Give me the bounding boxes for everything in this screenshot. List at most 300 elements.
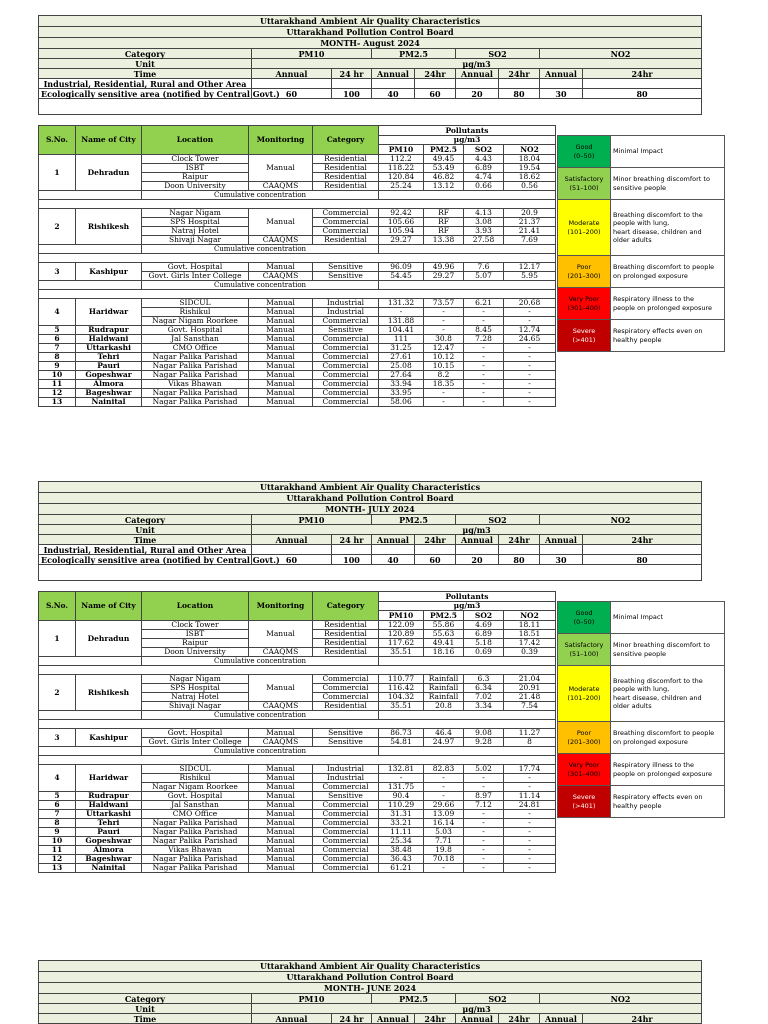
legend-row (558, 256, 725, 288)
monitoring-cell: Manual (249, 209, 313, 236)
category-cell: Commercial (313, 389, 379, 398)
time-value: Annual (540, 1014, 583, 1024)
pm10-value: 122.09 (379, 621, 424, 630)
city-cell: Haldwani (76, 801, 142, 810)
table-row (39, 621, 556, 630)
empty-cell (379, 711, 556, 720)
pollutant-header: PM2.5 (372, 994, 456, 1004)
limit-value: 100 (332, 89, 372, 99)
so2-value: 5.18 (464, 639, 504, 648)
no2-value: 18.51 (504, 630, 556, 639)
monitoring-cell: Manual (249, 353, 313, 362)
pm10-value: 104.41 (379, 326, 424, 335)
no2-value: 17.42 (504, 639, 556, 648)
city-cell: Almora (76, 846, 142, 855)
category-cell: Commercial (313, 371, 379, 380)
location-cell: SIDCUL (142, 765, 249, 774)
pm10-value: 58.06 (379, 398, 424, 407)
pm25-value: 49.41 (424, 639, 464, 648)
pm10-value: 38.48 (379, 846, 424, 855)
city-cell: Kashipur (76, 729, 142, 747)
so2-value: - (464, 783, 504, 792)
spacer-row (39, 254, 556, 263)
location-header: Location (142, 126, 249, 155)
so2-value: 3.93 (464, 227, 504, 236)
legend-row (558, 602, 725, 634)
location-cell: Nagar Palika Parishad (142, 837, 249, 846)
category-cell: Sensitive (313, 272, 379, 281)
legend-row (558, 786, 725, 818)
pm25-value: 46.82 (424, 173, 464, 182)
limit-value (252, 545, 332, 555)
aqi-level-swatch: Satisfactory (51–100) (558, 168, 611, 200)
no2-value: 8 (504, 738, 556, 747)
limit-value: 60 (252, 555, 332, 565)
limit-value: 20 (456, 89, 499, 99)
no2-value: 5.95 (504, 272, 556, 281)
limit-value (372, 545, 415, 555)
pm10-value: 35.51 (379, 648, 424, 657)
pollutants-header: Pollutants (379, 126, 556, 136)
so2-value: - (464, 864, 504, 873)
city-cell: Uttarkashi (76, 810, 142, 819)
no2-value: 24.81 (504, 801, 556, 810)
so2-value: 7.6 (464, 263, 504, 272)
so2-value: 3.08 (464, 218, 504, 227)
health-effect-text: Breathing discomfort to people on prolonged exposure (611, 722, 725, 754)
limit-value (415, 545, 456, 555)
pm10-value: 105.94 (379, 227, 424, 236)
blank-row (39, 565, 702, 581)
so2-value: 7.12 (464, 801, 504, 810)
time-value: 24 hr (332, 1014, 372, 1024)
time-value: 24hr (415, 535, 456, 545)
cumulative-row (39, 747, 556, 756)
so2-value: 0.66 (464, 182, 504, 191)
no2-value: - (504, 317, 556, 326)
category-cell: Residential (313, 164, 379, 173)
pollutant-header: NO2 (540, 49, 702, 59)
location-cell: Govt. Hospital (142, 729, 249, 738)
no2-value: 20.68 (504, 299, 556, 308)
category-cell: Residential (313, 639, 379, 648)
pm25-value: 12.47 (424, 344, 464, 353)
pm10-value: 61.21 (379, 864, 424, 873)
sno-cell: 5 (39, 792, 76, 801)
health-effect-text: Minor breathing discomfort to sensitive people (611, 634, 725, 666)
table-row (39, 729, 556, 738)
time-value: Annual (456, 535, 499, 545)
monitoring-cell: Manual (249, 344, 313, 353)
station-data-table (38, 591, 556, 873)
monitoring-cell: Manual (249, 792, 313, 801)
report-title: Uttarakhand Ambient Air Quality Characteristics (39, 961, 702, 972)
pm10-value: 25.08 (379, 362, 424, 371)
pollutant-header: SO2 (456, 49, 540, 59)
pollutant-header: SO2 (456, 994, 540, 1004)
location-cell: Vikas Bhawan (142, 380, 249, 389)
so2-value: - (464, 810, 504, 819)
category-cell: Commercial (313, 864, 379, 873)
table-row (39, 380, 556, 389)
city-cell: Tehri (76, 819, 142, 828)
limit-value: 30 (540, 89, 583, 99)
legend-row (558, 136, 725, 168)
location-cell: Nagar Nigam Roorkee (142, 317, 249, 326)
cumulative-row (39, 191, 556, 200)
monitoring-cell: Manual (249, 819, 313, 828)
time-label: Time (39, 1014, 252, 1024)
pm10-value: 105.66 (379, 218, 424, 227)
pm25-value: 30.8 (424, 335, 464, 344)
limit-value (332, 79, 372, 89)
monitoring-cell: Manual (249, 837, 313, 846)
pm10-value: 104.32 (379, 693, 424, 702)
empty-cell (39, 711, 142, 720)
pm10-value: 33.95 (379, 389, 424, 398)
so2-value: 6.3 (464, 675, 504, 684)
city-cell: Haridwar (76, 765, 142, 792)
legend-row (558, 288, 725, 320)
cumulative-label: Cumulative concentration (142, 245, 379, 254)
table-row (39, 353, 556, 362)
no2-value: - (504, 837, 556, 846)
sno-cell: 11 (39, 380, 76, 389)
pm10-value: 27.61 (379, 353, 424, 362)
pm25-value: 29.27 (424, 272, 464, 281)
location-cell: Nagar Palika Parishad (142, 819, 249, 828)
time-label: Time (39, 535, 252, 545)
pm25-value: - (424, 864, 464, 873)
so2-value: 6.34 (464, 684, 504, 693)
location-cell: Govt. Hospital (142, 792, 249, 801)
category-cell: Sensitive (313, 263, 379, 272)
city-cell: Pauri (76, 362, 142, 371)
category-cell: Sensitive (313, 729, 379, 738)
pm25-value: - (424, 783, 464, 792)
location-cell: CMO Office (142, 344, 249, 353)
city-cell: Bageshwar (76, 855, 142, 864)
pm10-value: 120.84 (379, 173, 424, 182)
standards-table (38, 481, 702, 581)
time-value: 24hr (499, 535, 540, 545)
so2-header: SO2 (464, 145, 504, 155)
aqi-level-swatch: Good (0–50) (558, 602, 611, 634)
limit-value (456, 79, 499, 89)
location-cell: Shivaji Nagar (142, 236, 249, 245)
monitoring-cell: Manual (249, 855, 313, 864)
category-cell: Commercial (313, 810, 379, 819)
time-value: Annual (252, 69, 332, 79)
pm25-value: 29.66 (424, 801, 464, 810)
pm10-value: 33.94 (379, 380, 424, 389)
sno-cell: 3 (39, 263, 76, 281)
limit-value: 60 (252, 89, 332, 99)
health-effect-text: Respiratory effects even on healthy people (611, 786, 725, 818)
pm10-value: 110.77 (379, 675, 424, 684)
limit-value (540, 545, 583, 555)
spacer-cell (39, 254, 556, 263)
health-effect-text: Breathing discomfort to the people with lung, heart disease, children and older adults (611, 666, 725, 722)
city-cell: Haridwar (76, 299, 142, 326)
category-cell: Commercial (313, 317, 379, 326)
pm25-value: - (424, 308, 464, 317)
pm10-value: 131.32 (379, 299, 424, 308)
category-cell: Residential (313, 182, 379, 191)
category-cell: Commercial (313, 335, 379, 344)
unit-label: Unit (39, 1004, 252, 1014)
monitoring-cell: CAAQMS (249, 702, 313, 711)
legend-row (558, 634, 725, 666)
time-value: 24 hr (332, 69, 372, 79)
empty-cell (379, 191, 556, 200)
no2-header: NO2 (504, 611, 556, 621)
pollutant-header: PM2.5 (372, 49, 456, 59)
area-label: Industrial, Residential, Rural and Other Area (39, 545, 252, 555)
location-cell: Shivaji Nagar (142, 702, 249, 711)
pm25-value: 55.86 (424, 621, 464, 630)
so2-value: 4.69 (464, 621, 504, 630)
location-cell: Nagar Nigam Roorkee (142, 783, 249, 792)
pm25-value: 5.03 (424, 828, 464, 837)
monitoring-header: Monitoring (249, 592, 313, 621)
pm25-value: 13.12 (424, 182, 464, 191)
no2-header: NO2 (504, 145, 556, 155)
location-cell: Rishikul (142, 308, 249, 317)
pm25-value: 18.35 (424, 380, 464, 389)
pm25-value: RF (424, 209, 464, 218)
pm10-value: 117.62 (379, 639, 424, 648)
no2-value: - (504, 783, 556, 792)
blank-row (39, 99, 702, 115)
unit-header: µg/m3 (379, 135, 556, 145)
so2-value: - (464, 819, 504, 828)
empty-cell (379, 657, 556, 666)
table-row (39, 855, 556, 864)
time-value: Annual (540, 535, 583, 545)
no2-value: 11.14 (504, 792, 556, 801)
limit-value (583, 545, 702, 555)
location-cell: ISBT (142, 164, 249, 173)
so2-value: 6.89 (464, 630, 504, 639)
location-cell: Govt. Girls Inter College (142, 738, 249, 747)
pm25-value: 19.8 (424, 846, 464, 855)
time-value: 24 hr (332, 535, 372, 545)
spacer-cell (39, 200, 556, 209)
empty-cell (39, 747, 142, 756)
table-row (39, 371, 556, 380)
unit-label: Unit (39, 59, 252, 69)
monitoring-cell: Manual (249, 371, 313, 380)
table-row (39, 389, 556, 398)
pm25-value: 49.96 (424, 263, 464, 272)
pm10-value: - (379, 774, 424, 783)
pm25-value: Rainfall (424, 675, 464, 684)
pm25-value: 20.8 (424, 702, 464, 711)
limit-value (456, 545, 499, 555)
cumulative-label: Cumulative concentration (142, 281, 379, 290)
aqi-legend (557, 135, 725, 352)
location-cell: SPS Hospital (142, 684, 249, 693)
location-cell: Rishikul (142, 774, 249, 783)
limit-value (252, 79, 332, 89)
category-cell: Commercial (313, 380, 379, 389)
health-effect-text: Respiratory illness to the people on prolonged exposure (611, 288, 725, 320)
no2-value: 17.74 (504, 765, 556, 774)
pm25-value: 16.14 (424, 819, 464, 828)
limit-value: 40 (372, 89, 415, 99)
cumulative-label: Cumulative concentration (142, 191, 379, 200)
pm10-value: 36.43 (379, 855, 424, 864)
pm10-value: 131.75 (379, 783, 424, 792)
sno-cell: 8 (39, 353, 76, 362)
city-cell: Bageshwar (76, 389, 142, 398)
so2-value: - (464, 774, 504, 783)
pm25-value: 70.18 (424, 855, 464, 864)
report-title: Uttarakhand Pollution Control Board (39, 27, 702, 38)
pm10-value: - (379, 308, 424, 317)
pm25-value: 8.2 (424, 371, 464, 380)
aqi-level-swatch: Very Poor (301–400) (558, 288, 611, 320)
location-cell: CMO Office (142, 810, 249, 819)
so2-value: 4.13 (464, 209, 504, 218)
monitoring-cell: Manual (249, 380, 313, 389)
category-cell: Commercial (313, 227, 379, 236)
limit-value: 80 (583, 89, 702, 99)
pm10-value: 112.2 (379, 155, 424, 164)
legend-row (558, 666, 725, 722)
city-cell: Gopeshwar (76, 837, 142, 846)
sno-cell: 4 (39, 765, 76, 792)
no2-value: 18.62 (504, 173, 556, 182)
so2-value: - (464, 353, 504, 362)
spacer-cell (39, 666, 556, 675)
city-cell: Dehradun (76, 621, 142, 657)
city-cell: Nainital (76, 864, 142, 873)
city-cell: Pauri (76, 828, 142, 837)
location-cell: Govt. Hospital (142, 263, 249, 272)
category-label: Category (39, 515, 252, 525)
no2-value: 18.11 (504, 621, 556, 630)
time-value: Annual (252, 1014, 332, 1024)
limit-value (540, 79, 583, 89)
table-row (39, 792, 556, 801)
so2-value: - (464, 837, 504, 846)
location-cell: Doon University (142, 648, 249, 657)
month-label: MONTH- JUNE 2024 (39, 983, 702, 994)
category-cell: Residential (313, 173, 379, 182)
location-cell: Nagar Palika Parishad (142, 353, 249, 362)
pollutant-header: PM10 (252, 994, 372, 1004)
monitoring-cell: Manual (249, 729, 313, 738)
location-cell: Raipur (142, 173, 249, 182)
pm25-value: 24.97 (424, 738, 464, 747)
sno-cell: 12 (39, 389, 76, 398)
monitoring-cell: CAAQMS (249, 182, 313, 191)
aqi-level-swatch: Very Poor (301–400) (558, 754, 611, 786)
location-cell: Nagar Palika Parishad (142, 864, 249, 873)
time-value: 24hr (583, 535, 702, 545)
pm25-value: - (424, 774, 464, 783)
city-header: Name of City (76, 592, 142, 621)
location-cell: Raipur (142, 639, 249, 648)
pm10-value: 25.24 (379, 182, 424, 191)
pm10-value: 132.81 (379, 765, 424, 774)
aqi-level-swatch: Severe (>401) (558, 320, 611, 352)
city-header: Name of City (76, 126, 142, 155)
time-value: Annual (372, 1014, 415, 1024)
table-row (39, 326, 556, 335)
sno-cell: 4 (39, 299, 76, 326)
health-effect-text: Respiratory illness to the people on prolonged exposure (611, 754, 725, 786)
no2-value: 12.74 (504, 326, 556, 335)
monitoring-cell: CAAQMS (249, 738, 313, 747)
city-cell: Haldwani (76, 335, 142, 344)
aqi-level-swatch: Moderate (101–200) (558, 200, 611, 256)
aqi-level-swatch: Poor (201–300) (558, 256, 611, 288)
pm10-value: 96.09 (379, 263, 424, 272)
monitoring-cell: CAAQMS (249, 236, 313, 245)
no2-value: 19.54 (504, 164, 556, 173)
health-effect-text: Breathing discomfort to people on prolonged exposure (611, 256, 725, 288)
so2-value: 0.69 (464, 648, 504, 657)
no2-value: - (504, 344, 556, 353)
table-row (39, 810, 556, 819)
no2-value: - (504, 308, 556, 317)
pm10-value: 31.31 (379, 810, 424, 819)
pm25-value: 46.4 (424, 729, 464, 738)
city-cell: Gopeshwar (76, 371, 142, 380)
unit-label: Unit (39, 525, 252, 535)
pm25-value: 73.57 (424, 299, 464, 308)
sno-cell: 9 (39, 828, 76, 837)
city-cell: Rudrapur (76, 792, 142, 801)
no2-value: 7.69 (504, 236, 556, 245)
legend-row (558, 722, 725, 754)
legend-row (558, 754, 725, 786)
no2-value: - (504, 362, 556, 371)
sno-cell: 1 (39, 155, 76, 191)
empty-cell (39, 657, 142, 666)
monitoring-cell: Manual (249, 362, 313, 371)
category-cell: Commercial (313, 801, 379, 810)
report-title: Uttarakhand Pollution Control Board (39, 493, 702, 504)
no2-value: - (504, 389, 556, 398)
location-cell: Nagar Nigam (142, 209, 249, 218)
time-value: 24hr (499, 69, 540, 79)
cumulative-row (39, 657, 556, 666)
location-header: Location (142, 592, 249, 621)
so2-value: - (464, 362, 504, 371)
time-value: 24hr (583, 69, 702, 79)
limit-value (415, 79, 456, 89)
pm10-value: 31.25 (379, 344, 424, 353)
pm10-value: 111 (379, 335, 424, 344)
location-cell: Jal Sansthan (142, 801, 249, 810)
category-cell: Commercial (313, 684, 379, 693)
category-cell: Commercial (313, 353, 379, 362)
pm25-value: 53.49 (424, 164, 464, 173)
so2-value: - (464, 398, 504, 407)
location-cell: Clock Tower (142, 621, 249, 630)
table-row (39, 155, 556, 164)
monitoring-cell: Manual (249, 155, 313, 182)
city-cell: Almora (76, 380, 142, 389)
so2-value: - (464, 855, 504, 864)
no2-value: - (504, 398, 556, 407)
no2-value: 12.17 (504, 263, 556, 272)
sno-cell: 13 (39, 864, 76, 873)
